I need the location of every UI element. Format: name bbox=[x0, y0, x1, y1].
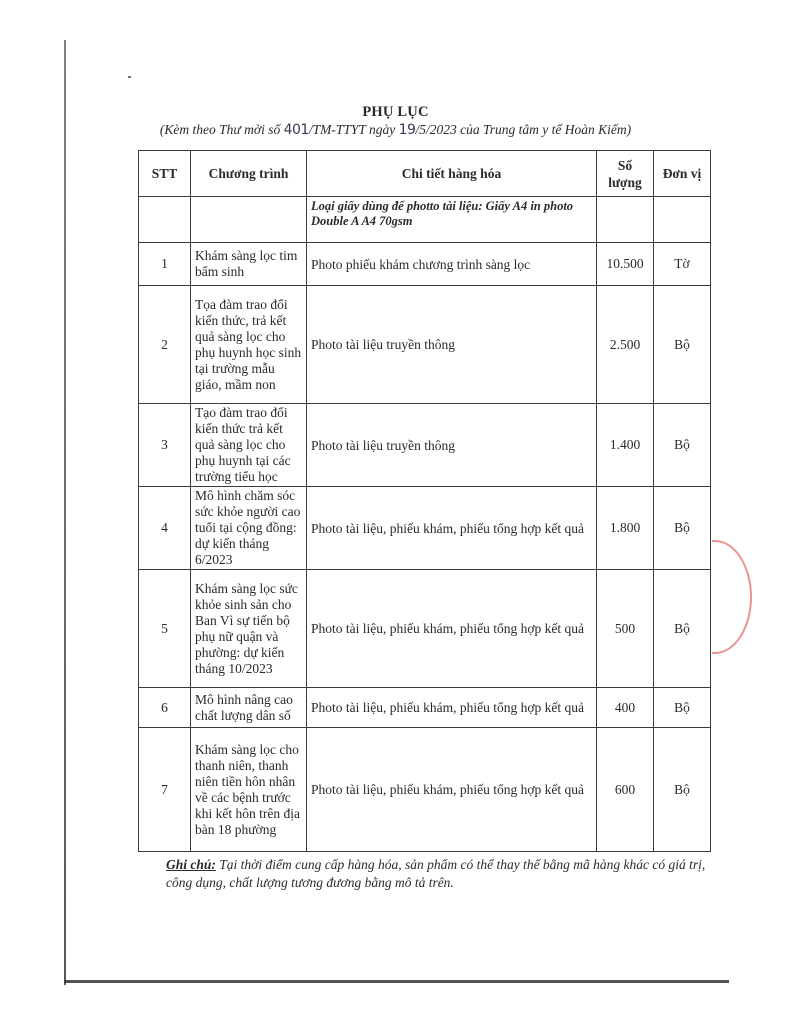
table-row bbox=[139, 404, 711, 487]
row-stt: 5 bbox=[139, 570, 191, 688]
row-detail: Photo tài liệu, phiếu khám, phiếu tổng hợp kết quả bbox=[307, 570, 597, 688]
handwritten-day: 19 bbox=[398, 122, 416, 138]
scan-edge-left bbox=[64, 40, 66, 985]
header-quantity: Số lượng bbox=[597, 151, 654, 197]
table-header-row bbox=[139, 151, 711, 197]
page-subtitle bbox=[0, 122, 791, 138]
row-quantity: 400 bbox=[597, 688, 654, 728]
row-unit: Bộ bbox=[654, 728, 711, 852]
scan-edge-bottom bbox=[64, 980, 729, 983]
paper-type-note: Loại giấy dùng để photto tài liệu: Giấy A4 in photo Double A A4 70gsm bbox=[307, 197, 597, 243]
row-quantity: 500 bbox=[597, 570, 654, 688]
row-unit: Bộ bbox=[654, 688, 711, 728]
subtitle-middle: /TM-TTYT ngày bbox=[308, 122, 399, 137]
header-detail: Chi tiết hàng hóa bbox=[307, 151, 597, 197]
row-detail: Photo tài liệu truyền thông bbox=[307, 286, 597, 404]
row-quantity: 1.400 bbox=[597, 404, 654, 487]
scan-speck bbox=[128, 76, 131, 78]
row-unit: Bộ bbox=[654, 404, 711, 487]
subtitle-after: /5/2023 của Trung tâm y tế Hoàn Kiếm) bbox=[415, 122, 632, 137]
empty-cell bbox=[597, 197, 654, 243]
row-detail: Photo tài liệu, phiếu khám, phiếu tổng hợp kết quả bbox=[307, 688, 597, 728]
row-quantity: 600 bbox=[597, 728, 654, 852]
table-row bbox=[139, 728, 711, 852]
row-quantity: 1.800 bbox=[597, 487, 654, 570]
row-stt: 4 bbox=[139, 487, 191, 570]
row-stt: 7 bbox=[139, 728, 191, 852]
row-program: Mô hình chăm sóc sức khỏe người cao tuổi tại cộng đồng: dự kiến tháng 6/2023 bbox=[191, 487, 307, 570]
header-program: Chương trình bbox=[191, 151, 307, 197]
row-program: Tọa đàm trao đổi kiến thức, trả kết quả sàng lọc cho phụ huynh học sinh tại trường mẫu giáo, mầm non bbox=[191, 286, 307, 404]
row-detail: Photo tài liệu, phiếu khám, phiếu tổng hợp kết quả bbox=[307, 728, 597, 852]
row-stt: 1 bbox=[139, 243, 191, 286]
row-program: Khám sàng lọc tim bẩm sinh bbox=[191, 243, 307, 286]
appendix-table bbox=[138, 150, 711, 852]
table-row bbox=[139, 286, 711, 404]
row-program: Khám sàng lọc cho thanh niên, thanh niên tiền hôn nhân về các bệnh trước khi kết hôn trên địa bàn 18 phường bbox=[191, 728, 307, 852]
row-unit: Bộ bbox=[654, 286, 711, 404]
row-detail: Photo phiếu khám chương trình sàng lọc bbox=[307, 243, 597, 286]
row-unit: Bộ bbox=[654, 487, 711, 570]
row-detail: Photo tài liệu truyền thông bbox=[307, 404, 597, 487]
row-quantity: 10.500 bbox=[597, 243, 654, 286]
page-title: PHỤ LỤC bbox=[362, 104, 429, 120]
row-unit: Bộ bbox=[654, 570, 711, 688]
empty-cell bbox=[654, 197, 711, 243]
row-unit: Tờ bbox=[654, 243, 711, 286]
footnote-text: Tại thời điểm cung cấp hàng hóa, sản phẩm có thể thay thế bằng mã hàng khác có giá trị, công dụng, chất lượng tương đương bằng mô tả trên. bbox=[166, 857, 706, 890]
header-stt: STT bbox=[139, 151, 191, 197]
empty-cell bbox=[191, 197, 307, 243]
row-program: Khám sàng lọc sức khỏe sinh sản cho Ban Vì sự tiến bộ phụ nữ quận và phường: dự kiến tháng 10/2023 bbox=[191, 570, 307, 688]
row-stt: 6 bbox=[139, 688, 191, 728]
paper-type-row bbox=[139, 197, 711, 243]
handwritten-letter-number: 401 bbox=[283, 122, 309, 138]
empty-cell bbox=[139, 197, 191, 243]
row-stt: 3 bbox=[139, 404, 191, 487]
row-program: Mô hình nâng cao chất lượng dân số bbox=[191, 688, 307, 728]
subtitle-before: (Kèm theo Thư mời số bbox=[159, 122, 284, 137]
table-row bbox=[139, 243, 711, 286]
footnote-label: Ghi chú: bbox=[166, 857, 216, 872]
row-detail: Photo tài liệu, phiếu khám, phiếu tổng hợp kết quả bbox=[307, 487, 597, 570]
table-row bbox=[139, 688, 711, 728]
row-quantity: 2.500 bbox=[597, 286, 654, 404]
row-program: Tạo đàm trao đổi kiến thức trả kết quả sàng lọc cho phụ huynh tại các trường tiểu học bbox=[191, 404, 307, 487]
table-row bbox=[139, 570, 711, 688]
footnote bbox=[166, 856, 711, 892]
row-stt: 2 bbox=[139, 286, 191, 404]
header-unit: Đơn vị bbox=[654, 151, 711, 197]
table-row bbox=[139, 487, 711, 570]
